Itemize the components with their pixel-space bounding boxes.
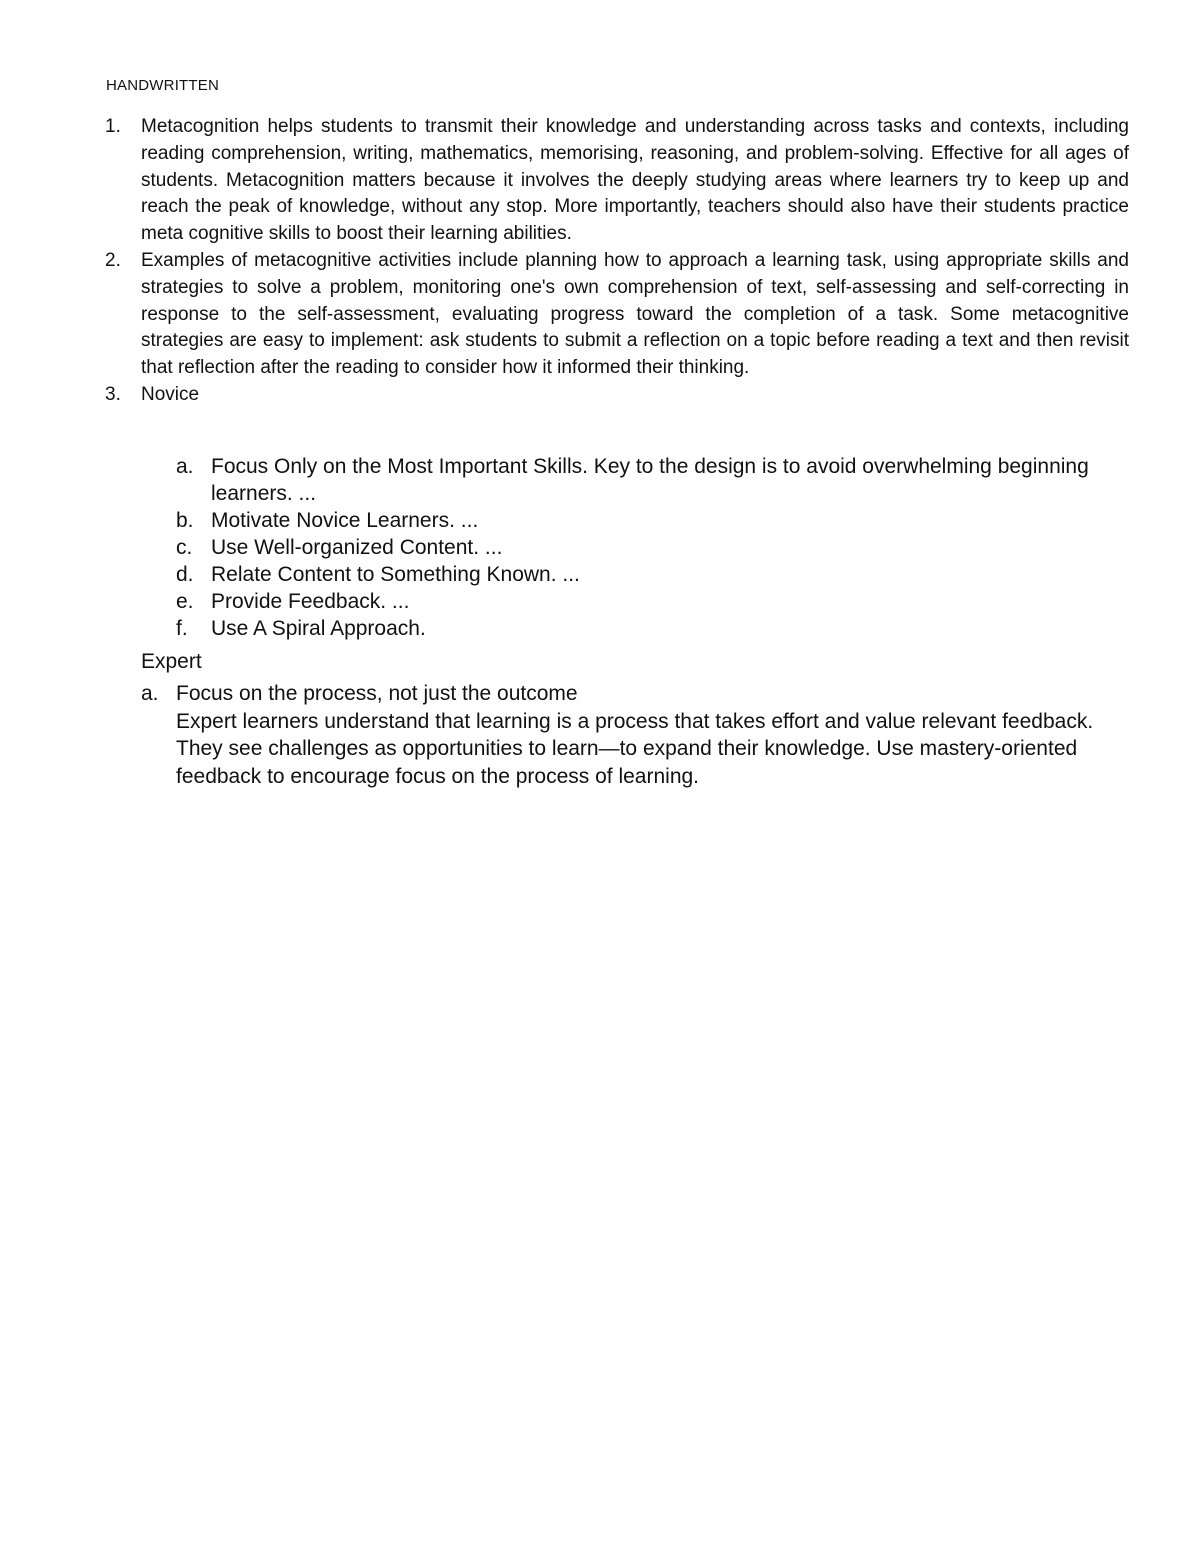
list-item <box>0 382 1200 409</box>
numbered-list <box>0 114 1200 409</box>
novice-item-text: Motivate Novice Learners. ... <box>211 509 479 532</box>
list-item-text: Examples of metacognitive activities include planning how to approach a learning task, using appropriate skills and strategies to solve a problem, monitoring one's own comprehension of text, self-assessing and self-correcting in response to the self-assessment, evaluating progress toward the completion of a task. Some metacognitive strategies are easy to implement: ask students to submit a reflection on a topic before reading a text and then revisit that reflection after the reading to consider how it informed their thinking. <box>141 249 1129 379</box>
novice-item <box>0 615 1200 642</box>
list-item-text: Novice <box>141 383 200 405</box>
novice-item <box>0 507 1200 534</box>
novice-item <box>0 453 1200 507</box>
list-item <box>0 248 1200 382</box>
list-marker: c. <box>176 536 193 559</box>
expert-item-title: Focus on the process, not just the outcome <box>176 682 578 705</box>
novice-list <box>0 453 1200 642</box>
list-marker: b. <box>176 509 194 532</box>
expert-heading: Expert <box>141 650 202 673</box>
novice-item-text: Provide Feedback. ... <box>211 590 410 613</box>
novice-item <box>0 561 1200 588</box>
list-marker: e. <box>176 590 194 613</box>
novice-item-text: Use A Spiral Approach. <box>211 617 426 640</box>
list-item <box>0 114 1200 248</box>
novice-item <box>0 534 1200 561</box>
list-marker: 3. <box>105 383 121 405</box>
expert-list <box>0 680 1200 790</box>
novice-item-text: Relate Content to Something Known. ... <box>211 563 580 586</box>
list-marker: 2. <box>105 249 121 271</box>
list-marker: a. <box>141 682 159 705</box>
list-marker: d. <box>176 563 194 586</box>
novice-item <box>0 588 1200 615</box>
list-item-text: Metacognition helps students to transmit their knowledge and understanding across tasks and contexts, including reading comprehension, writing, mathematics, memorising, reasoning, and problem-solving. Effective for all ages of students. Metacognition matters because it involves the deeply studying areas where learners try to keep up and reach the peak of knowledge, without any stop. More importantly, teachers should also have their students practice meta cognitive skills to boost their learning abilities. <box>141 116 1129 245</box>
list-marker: 1. <box>105 116 121 137</box>
list-marker: f. <box>176 617 188 640</box>
expert-item-body: Expert learners understand that learning is a process that takes effort and value relevant feedback. They see challenges as opportunities to learn—to expand their knowledge. Use mastery-oriented feedback to encourage focus on the process of learning. <box>176 709 1094 788</box>
novice-item-text: Focus Only on the Most Important Skills. Key to the design is to avoid overwhelming beginning learners. ... <box>211 455 1089 505</box>
list-marker: a. <box>176 455 194 478</box>
expert-item <box>0 680 1200 790</box>
novice-item-text: Use Well-organized Content. ... <box>211 536 503 559</box>
document-title: HANDWRITTEN <box>106 77 220 94</box>
